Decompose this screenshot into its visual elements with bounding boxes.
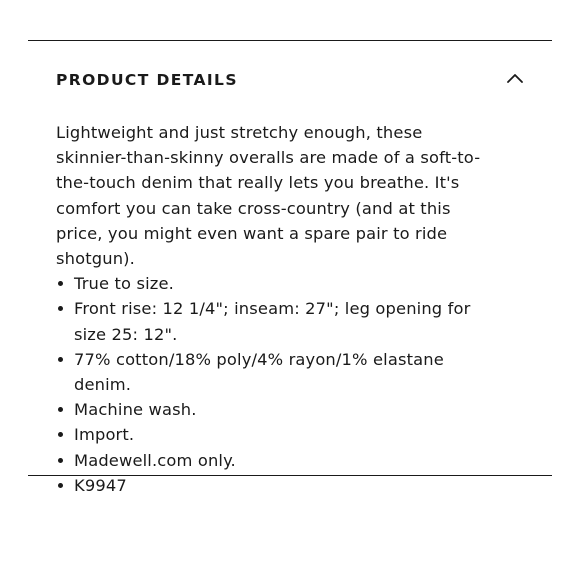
list-item-measurements: Front rise: 12 1/4"; inseam: 27"; leg opening for size 25: 12". (56, 296, 496, 346)
list-item-origin: Import. (56, 422, 496, 447)
product-description: Lightweight and just stretchy enough, these skinnier-than-skinny overalls are made of a soft-to-the-touch denim that really lets you breathe. It's comfort you can take cross-country (and at this price, you might even want a spare pair to ride shotgun). (56, 123, 481, 269)
list-item-fit: True to size. (56, 271, 496, 296)
product-details-header[interactable] (28, 41, 552, 117)
product-details-title: PRODUCT DETAILS (56, 71, 238, 89)
product-details-list (56, 271, 496, 498)
chevron-up-icon[interactable] (506, 72, 524, 84)
list-item-availability: Madewell.com only. (56, 448, 496, 473)
product-details-accordion (28, 40, 552, 495)
list-item-material: 77% cotton/18% poly/4% rayon/1% elastane denim. (56, 347, 496, 397)
list-item-care: Machine wash. (56, 397, 496, 422)
product-details-body (56, 120, 496, 498)
list-item-product-code: K9947 (56, 473, 496, 498)
